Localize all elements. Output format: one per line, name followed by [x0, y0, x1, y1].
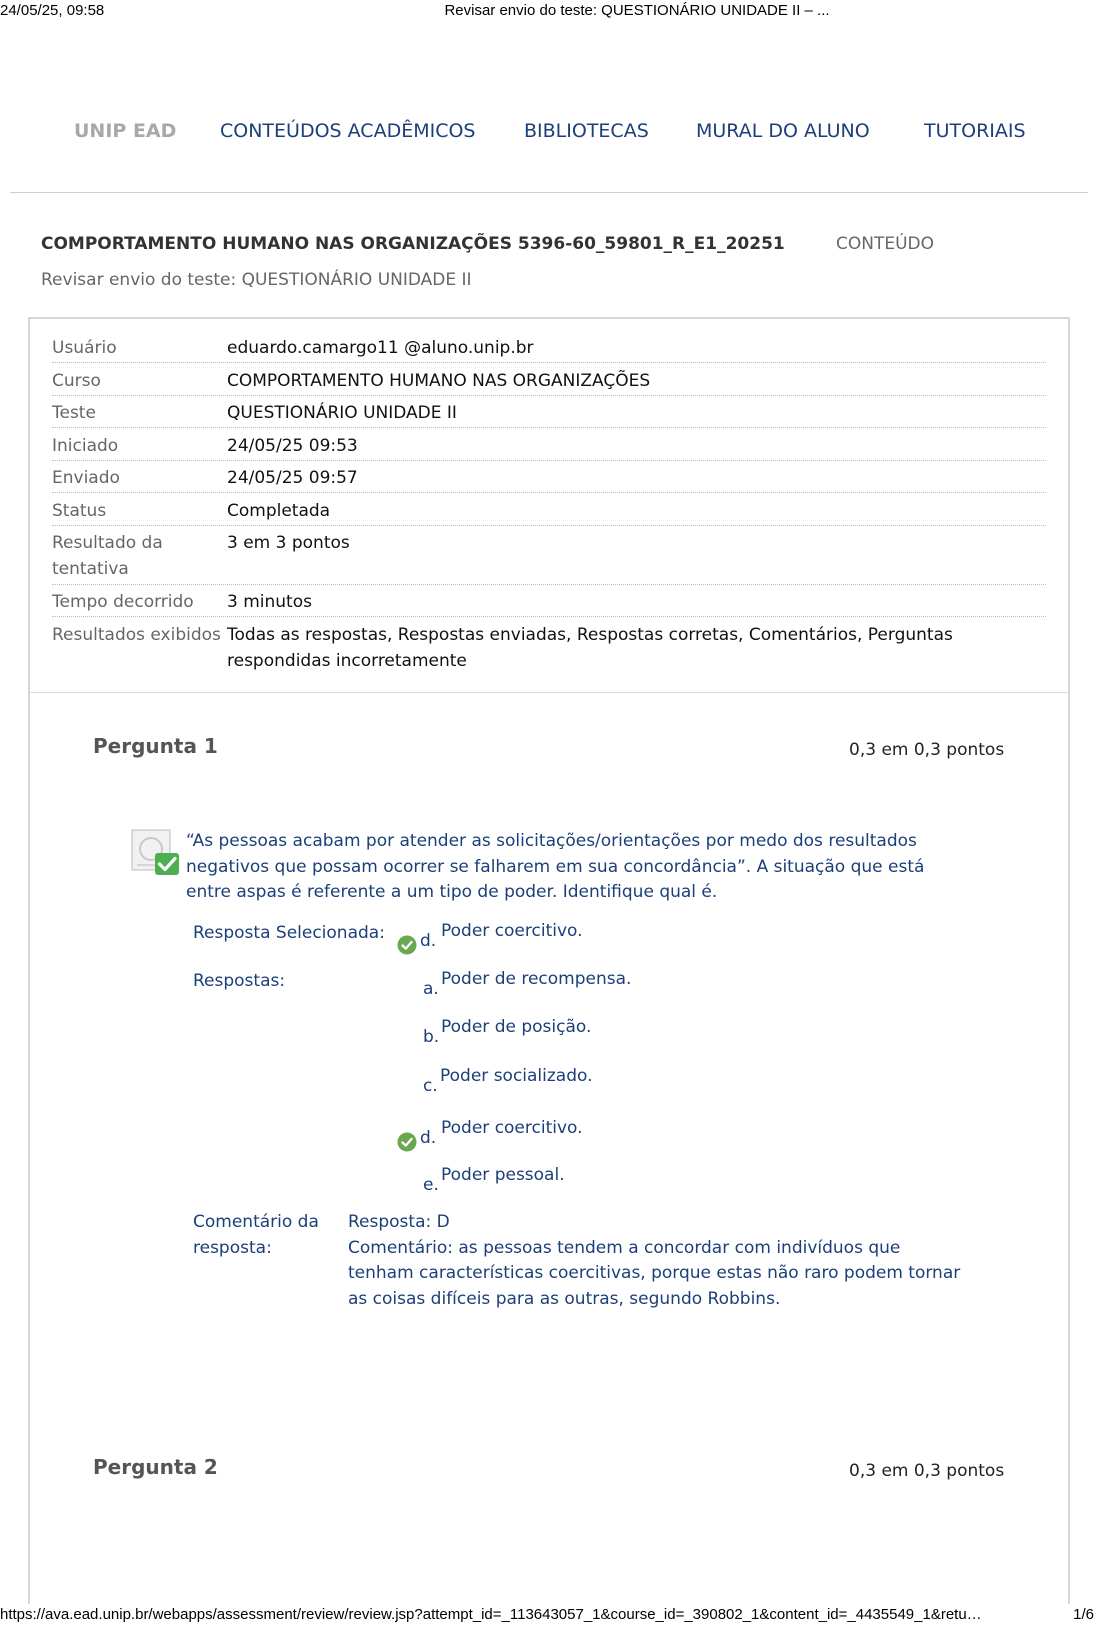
summary-value: QUESTIONÁRIO UNIDADE II — [227, 403, 457, 423]
summary-value: 3 minutos — [227, 592, 312, 612]
question-2-title: Pergunta 2 — [93, 1455, 218, 1479]
content-link[interactable]: CONTEÚDO — [836, 234, 935, 254]
summary-label: Curso — [52, 371, 101, 391]
summary-value: 3 em 3 pontos — [227, 533, 350, 553]
summary-label: Enviado — [52, 468, 120, 488]
course-title: COMPORTAMENTO HUMANO NAS ORGANIZAÇÕES 5396-60_59801_R_E1_20251 — [41, 234, 785, 254]
summary-label: Iniciado — [52, 436, 119, 456]
summary-row-curso — [52, 368, 1046, 396]
summary-row-tempo — [52, 589, 1046, 617]
answer-option-e: Poder pessoal. — [441, 1165, 565, 1185]
answer-option-c: Poder socializado. — [440, 1066, 593, 1086]
summary-value: Todas as respostas, Respostas enviadas, Respostas corretas, Comentários, Perguntas respondidas incorretamente — [227, 625, 953, 671]
selected-answer-label: Resposta Selecionada: — [193, 923, 385, 943]
answer-letter: d. — [420, 1128, 437, 1148]
answer-option-d: Poder coercitivo. — [441, 1118, 583, 1138]
summary-label: Resultado da tentativa — [52, 533, 163, 579]
answer-feedback — [348, 1210, 968, 1312]
summary-value: 24/05/25 09:53 — [227, 436, 358, 456]
answer-option-a: Poder de recompensa. — [441, 969, 632, 989]
feedback-comment: Comentário: as pessoas tendem a concordar com indivíduos que tenham características coercitivas, porque estas não raro podem tornar as coisas difíceis para as outras, segundo Robbins. — [348, 1237, 961, 1309]
selected-answer-text: Poder coercitivo. — [441, 921, 583, 941]
answer-letter: a. — [423, 979, 439, 999]
answer-letter: c. — [423, 1076, 438, 1096]
answer-letter: e. — [423, 1175, 439, 1195]
summary-row-iniciado — [52, 433, 1046, 461]
correct-answer-status-icon — [131, 829, 181, 877]
nav-mural-do-aluno[interactable]: MURAL DO ALUNO — [696, 120, 870, 142]
correct-check-icon — [397, 935, 417, 955]
summary-value: Completada — [227, 501, 331, 521]
question-1-text: “As pessoas acabam por atender as solicitações/orientações por medo dos resultados negativos que possam ocorrer se falharem em sua concordância”. A situação que está entre aspas é referente a um tipo de poder. Identifique qual é. — [186, 831, 925, 902]
selected-answer-letter: d. — [420, 931, 437, 951]
print-page-title: Revisar envio do teste: QUESTIONÁRIO UNIDADE II – ... — [444, 2, 830, 19]
summary-label: Status — [52, 501, 107, 521]
question-2-points: 0,3 em 0,3 pontos — [849, 1461, 1005, 1481]
nav-brand-unip-ead[interactable]: UNIP EAD — [74, 120, 177, 142]
summary-value: eduardo.camargo11 @aluno.unip.br — [227, 338, 534, 358]
feedback-label: Comentário da resposta: — [193, 1212, 319, 1258]
nav-bibliotecas[interactable]: BIBLIOTECAS — [524, 120, 649, 142]
answer-letter: b. — [423, 1027, 440, 1047]
nav-divider — [10, 192, 1088, 193]
answer-option-b: Poder de posição. — [441, 1017, 592, 1037]
summary-row-usuario — [52, 335, 1046, 363]
summary-value: COMPORTAMENTO HUMANO NAS ORGANIZAÇÕES — [227, 371, 651, 391]
summary-label: Usuário — [52, 338, 117, 358]
feedback-answer: Resposta: D — [348, 1212, 450, 1232]
summary-label: Tempo decorrido — [52, 592, 194, 612]
print-datetime: 24/05/25, 09:58 — [0, 2, 105, 19]
print-url: https://ava.ead.unip.br/webapps/assessment/review/review.jsp?attempt_id=_113643057_1&course_id=_390802_1&content_id=_4435549_1&retu… — [0, 1606, 982, 1623]
question-1-title: Pergunta 1 — [93, 734, 218, 758]
summary-label: Teste — [52, 403, 96, 423]
summary-row-resultados-exibidos — [52, 622, 1046, 677]
nav-conteudos-academicos[interactable]: CONTEÚDOS ACADÊMICOS — [220, 120, 476, 142]
print-header — [0, 0, 1096, 22]
attempt-summary — [30, 319, 1068, 693]
answers-label: Respostas: — [193, 971, 286, 991]
print-footer — [0, 1604, 1096, 1626]
breadcrumb: Revisar envio do teste: QUESTIONÁRIO UNIDADE II — [41, 270, 472, 290]
question-1-points: 0,3 em 0,3 pontos — [849, 740, 1005, 760]
print-page-number: 1/6 — [1073, 1606, 1094, 1623]
summary-row-teste — [52, 400, 1046, 428]
summary-value: 24/05/25 09:57 — [227, 468, 358, 488]
nav-tutoriais[interactable]: TUTORIAIS — [924, 120, 1026, 142]
summary-label: Resultados exibidos — [52, 625, 221, 645]
correct-check-icon — [397, 1132, 417, 1152]
summary-row-resultado — [52, 530, 1046, 585]
summary-row-status — [52, 498, 1046, 526]
summary-row-enviado — [52, 465, 1046, 493]
